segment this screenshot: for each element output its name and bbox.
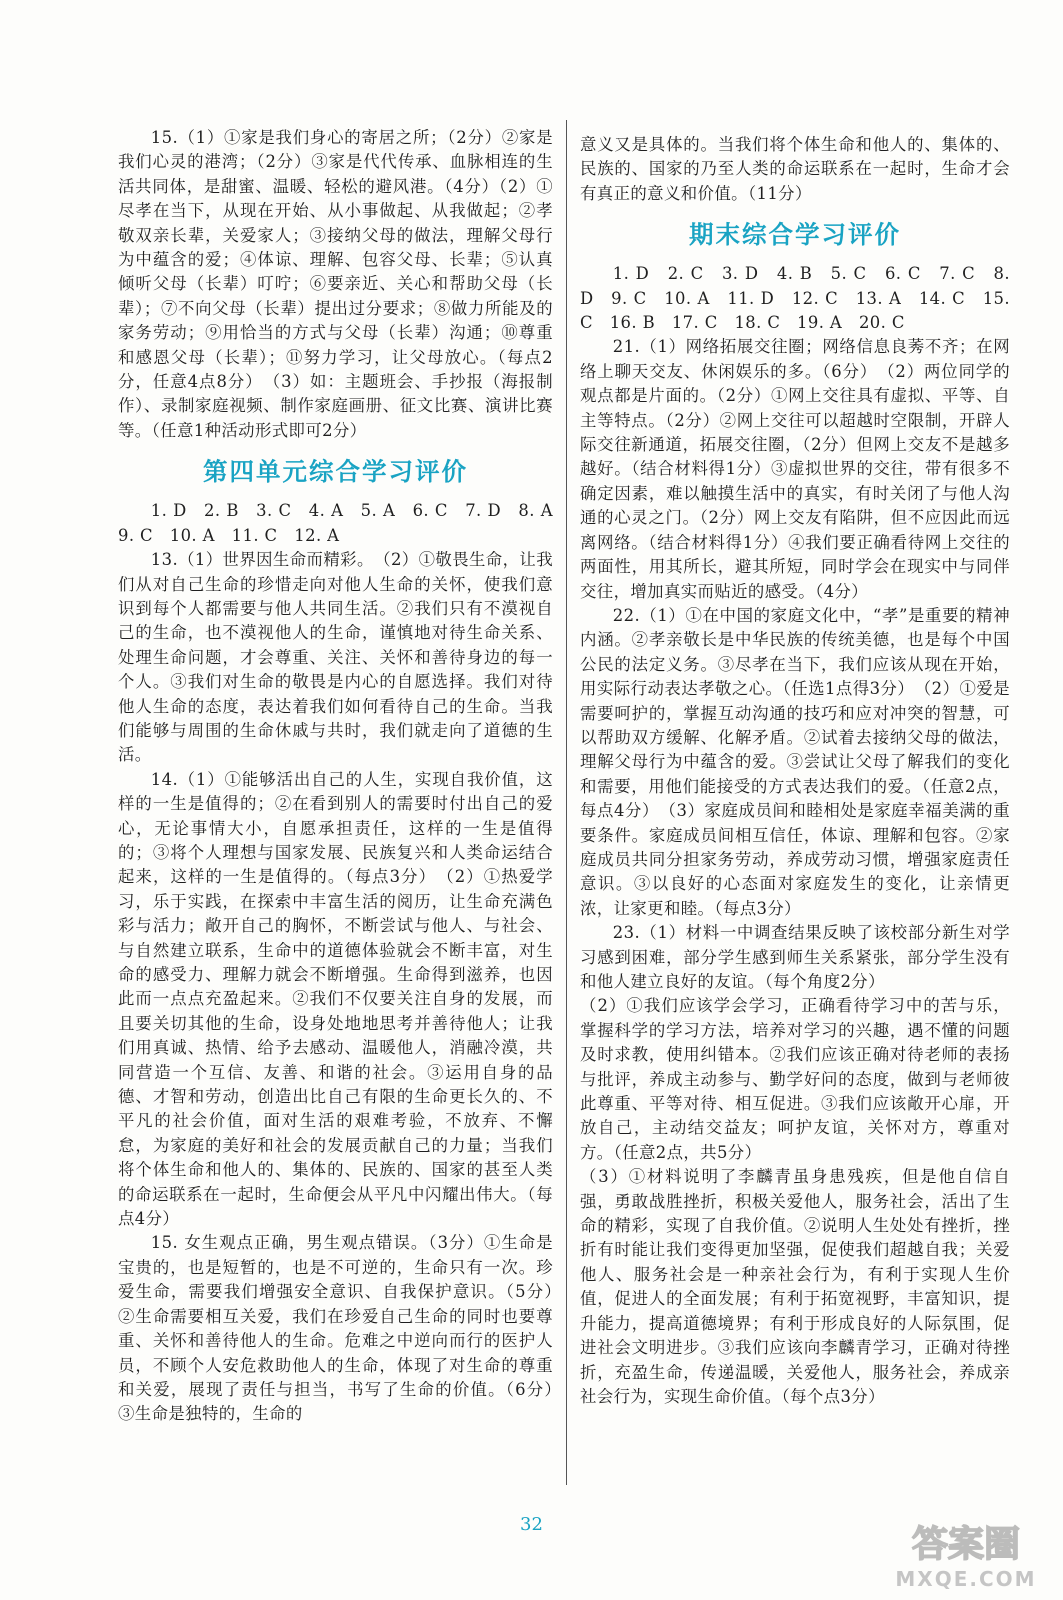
- answer-paragraph: 14.（1）①能够活出自己的人生，实现自我价值，这样的一生是值得的；②在看到别人的需要时付出自己的爱心，无论事情大小，自愿承担责任，这样的一生是值得的；③将个人理想与国家发展、民族复兴和人类命运结合起来，这样的一生是值得的。（每点3分） （2）①热爱学习，乐于实践，在探索中丰富生活的阅历，让生命充满色彩与活力；敞开自己的胸怀，不断尝试与他人、与社会、与自然建立联系，生命中的道德体验就会不断丰富，对生命的感受力、理解力就会不断增强。生命得到滋养，也因此而一点点充盈起来。②我们不仅要关注自身的发展，而且要关切其他的生命，设身处地地思考并善待他人；让我们用真诚、热情、给予去感动、温暖他人，消融冷漠，共同营造一个互信、友善、和谐的社会。③运用自身的品德、才智和劳动，创造出比自己有限的生命更长久的、不平凡的社会价值，面对生活的艰难考验，不放弃、不懈怠，为家庭的美好和社会的发展贡献自己的力量；当我们将个体生命和他人的、集体的、民族的、国家的甚至人类的命运联系在一起时，生命便会从平凡中闪耀出伟大。（每点4分）: [118, 769, 553, 1229]
- answer-paragraph: 22.（1）①在中国的家庭文化中，“孝”是重要的精神内涵。②孝亲敬长是中华民族的传统美德，也是每个中国公民的法定义务。③尽孝在当下，我们应该从现在开始，用实际行动表达孝敬之心。（任选1点得3分） （2）①爱是需要呵护的，掌握互动沟通的技巧和应对冲突的智慧，可以帮助双方缓解、化解矛盾。②试着去接纳父母的做法，理解父母行为中蕴含的爱。③尝试让父母了解我们的变化和需要，用他们能接受的方式表达我们的爱。（任意2点，每点4分） （3）家庭成员间和睦相处是家庭幸福美满的重要条件。家庭成员间相互信任，体谅、理解和包容。②家庭成员共同分担家务劳动，养成劳动习惯，增强家庭责任意识。③以良好的心态面对家庭发生的变化，让亲情更浓，让家更和睦。（每点3分）: [580, 605, 1010, 918]
- watermark-logo: [881, 1514, 1051, 1594]
- answer-paragraph: 21.（1）网络拓展交往圈；网络信息良莠不齐；在网络上聊天交友、休闲娱乐的多。（6分） （2）两位同学的观点都是片面的。（2分）①网上交往具有虚拟、平等、自主等特点。（2分）②网上交往可以超越时空限制，开辟人际交往新通道，拓展交往圈，（2分）但网上交友不是越多越好。（结合材料得1分）③虚拟世界的交往，带有很多不确定因素，难以触摸生活中的真实，有时关闭了与他人沟通的心灵之门。（2分）网上交友有陷阱，但不应因此而远离网络。（结合材料得1分）④我们要正确看待网上交往的两面性，用其所长，避其所短，同时学会在现实中与同伴交往，增加真实而贴近的感受。（4分）: [580, 337, 1010, 601]
- choice-answers: 1. D 2. B 3. C 4. A 5. A 6. C 7. D 8. A 9. C 10. A 11. C 12. A: [118, 501, 570, 545]
- column-divider: [566, 120, 567, 1485]
- watermark-title: 答案圈: [911, 1524, 1021, 1565]
- right-column: [580, 133, 1010, 1409]
- answer-paragraph: （2）①我们应该学会学习，正确看待学习中的苦与乐，掌握科学的学习方法，培养对学习的兴趣，遇不懂的问题及时求教，使用纠错本。②我们应该正确对待老师的表扬与批评，养成主动参与、勤学好问的态度，做到与老师彼此尊重、平等对待、相互促进。③我们应该敞开心扉，开放自己，主动结交益友；呵护友谊，关怀对方，尊重对方。（任意2点，共5分）: [580, 996, 1010, 1162]
- final-section-title: 期末综合学习评价: [689, 220, 901, 250]
- choice-answers: 1. D 2. C 3. D 4. B 5. C 6. C 7. C 8. D 9. C 10. A 11. D 12. C 13. A 14. C 15. C 16. B 17. C 18. C 19. A 20. C: [580, 264, 1010, 333]
- answer-paragraph: 15. 女生观点正确，男生观点错误。（3分）①生命是宝贵的，也是短暂的，也是不可逆的，生命只有一次。珍爱生命，需要我们增强安全意识、自我保护意识。（5分） ②生命需要相互关爱，我们在珍爱自己生命的同时也要尊重、关怀和善待他人的生命。危难之中逆向而行的医护人员，不顾个人安危救助他人的生命，体现了对生命的尊重和关爱，展现了责任与担当，书写了生命的价值。（6分） ③生命是独特的，生命的: [118, 1233, 570, 1424]
- answer-paragraph: 15.（1）①家是我们身心的寄居之所；（2分）②家是我们心灵的港湾；（2分）③家是代代传承、血脉相连的生活共同体，是甜蜜、温暖、轻松的避风港。（4分）（2）①尽孝在当下，从现在开始、从小事做起、从我做起；②孝敬双亲长辈，关爱家人；③接纳父母的做法，理解父母行为中蕴含的爱；④体谅、理解、包容父母、长辈；⑤认真倾听父母（长辈）叮咛；⑥要亲近、关心和帮助父母（长辈）；⑦不向父母（长辈）提出过分要求；⑧做力所能及的家务劳动；⑨用恰当的方式与父母（长辈）沟通；⑩尊重和感恩父母（长辈）；⑪努力学习，让父母放心。（每点2分，任意4点8分） （3）如：主题班会、手抄报（海报制作）、录制家庭视频、制作家庭画册、征文比赛、演讲比赛等。（任意1种活动形式即可2分）: [118, 128, 553, 440]
- page-number: 32: [520, 1514, 543, 1535]
- answer-paragraph: 23.（1）材料一中调查结果反映了该校部分新生对学习感到困难，部分学生感到师生关系紧张，部分学生没有和他人建立良好的友谊。（每个角度2分）: [580, 923, 1010, 991]
- unit4-section-title: 第四单元综合学习评价: [203, 457, 468, 487]
- watermark-url: MXQE.COM: [895, 1567, 1037, 1591]
- answer-paragraph: （3）①材料说明了李麟青虽身患残疾，但是他自信自强，勇敢战胜挫折，积极关爱他人，服务社会，活出了生命的精彩，实现了自我价值。②说明人生处处有挫折，挫折有时能让我们变得更加坚强，促使我们超越自我；关爱他人、服务社会是一种亲社会行为，有利于实现人生价值，促进人的全面发展；有利于拓宽视野，丰富知识，提升能力，提高道德境界；有利于形成良好的人际氛围，促进社会文明进步。③我们应该向李麟青学习，正确对待挫折，充盈生命，传递温暖，关爱他人，服务社会，养成亲社会行为，实现生命价值。（每个点3分）: [580, 1167, 1010, 1406]
- answer-paragraph: 意义又是具体的。当我们将个体生命和他人的、集体的、民族的、国家的乃至人类的命运联系在一起时，生命才会有真正的意义和价值。（11分）: [580, 135, 1010, 203]
- answer-paragraph: 13.（1）世界因生命而精彩。 （2）①敬畏生命，让我们从对自己生命的珍惜走向对他人生命的关怀，使我们意识到每个人都需要与他人共同生活。②我们只有不漠视自己的生命，也不漠视他人的生命，谨慎地对待生命关系、处理生命问题，才会尊重、关注、关怀和善待身边的每一个人。③我们对生命的敬畏是内心的自愿选择。我们对待他人生命的态度，表达着我们如何看待自己的生命。当我们能够与周围的生命休戚与共时，我们就走向了道德的生活。: [118, 550, 553, 765]
- left-column: [118, 126, 570, 1427]
